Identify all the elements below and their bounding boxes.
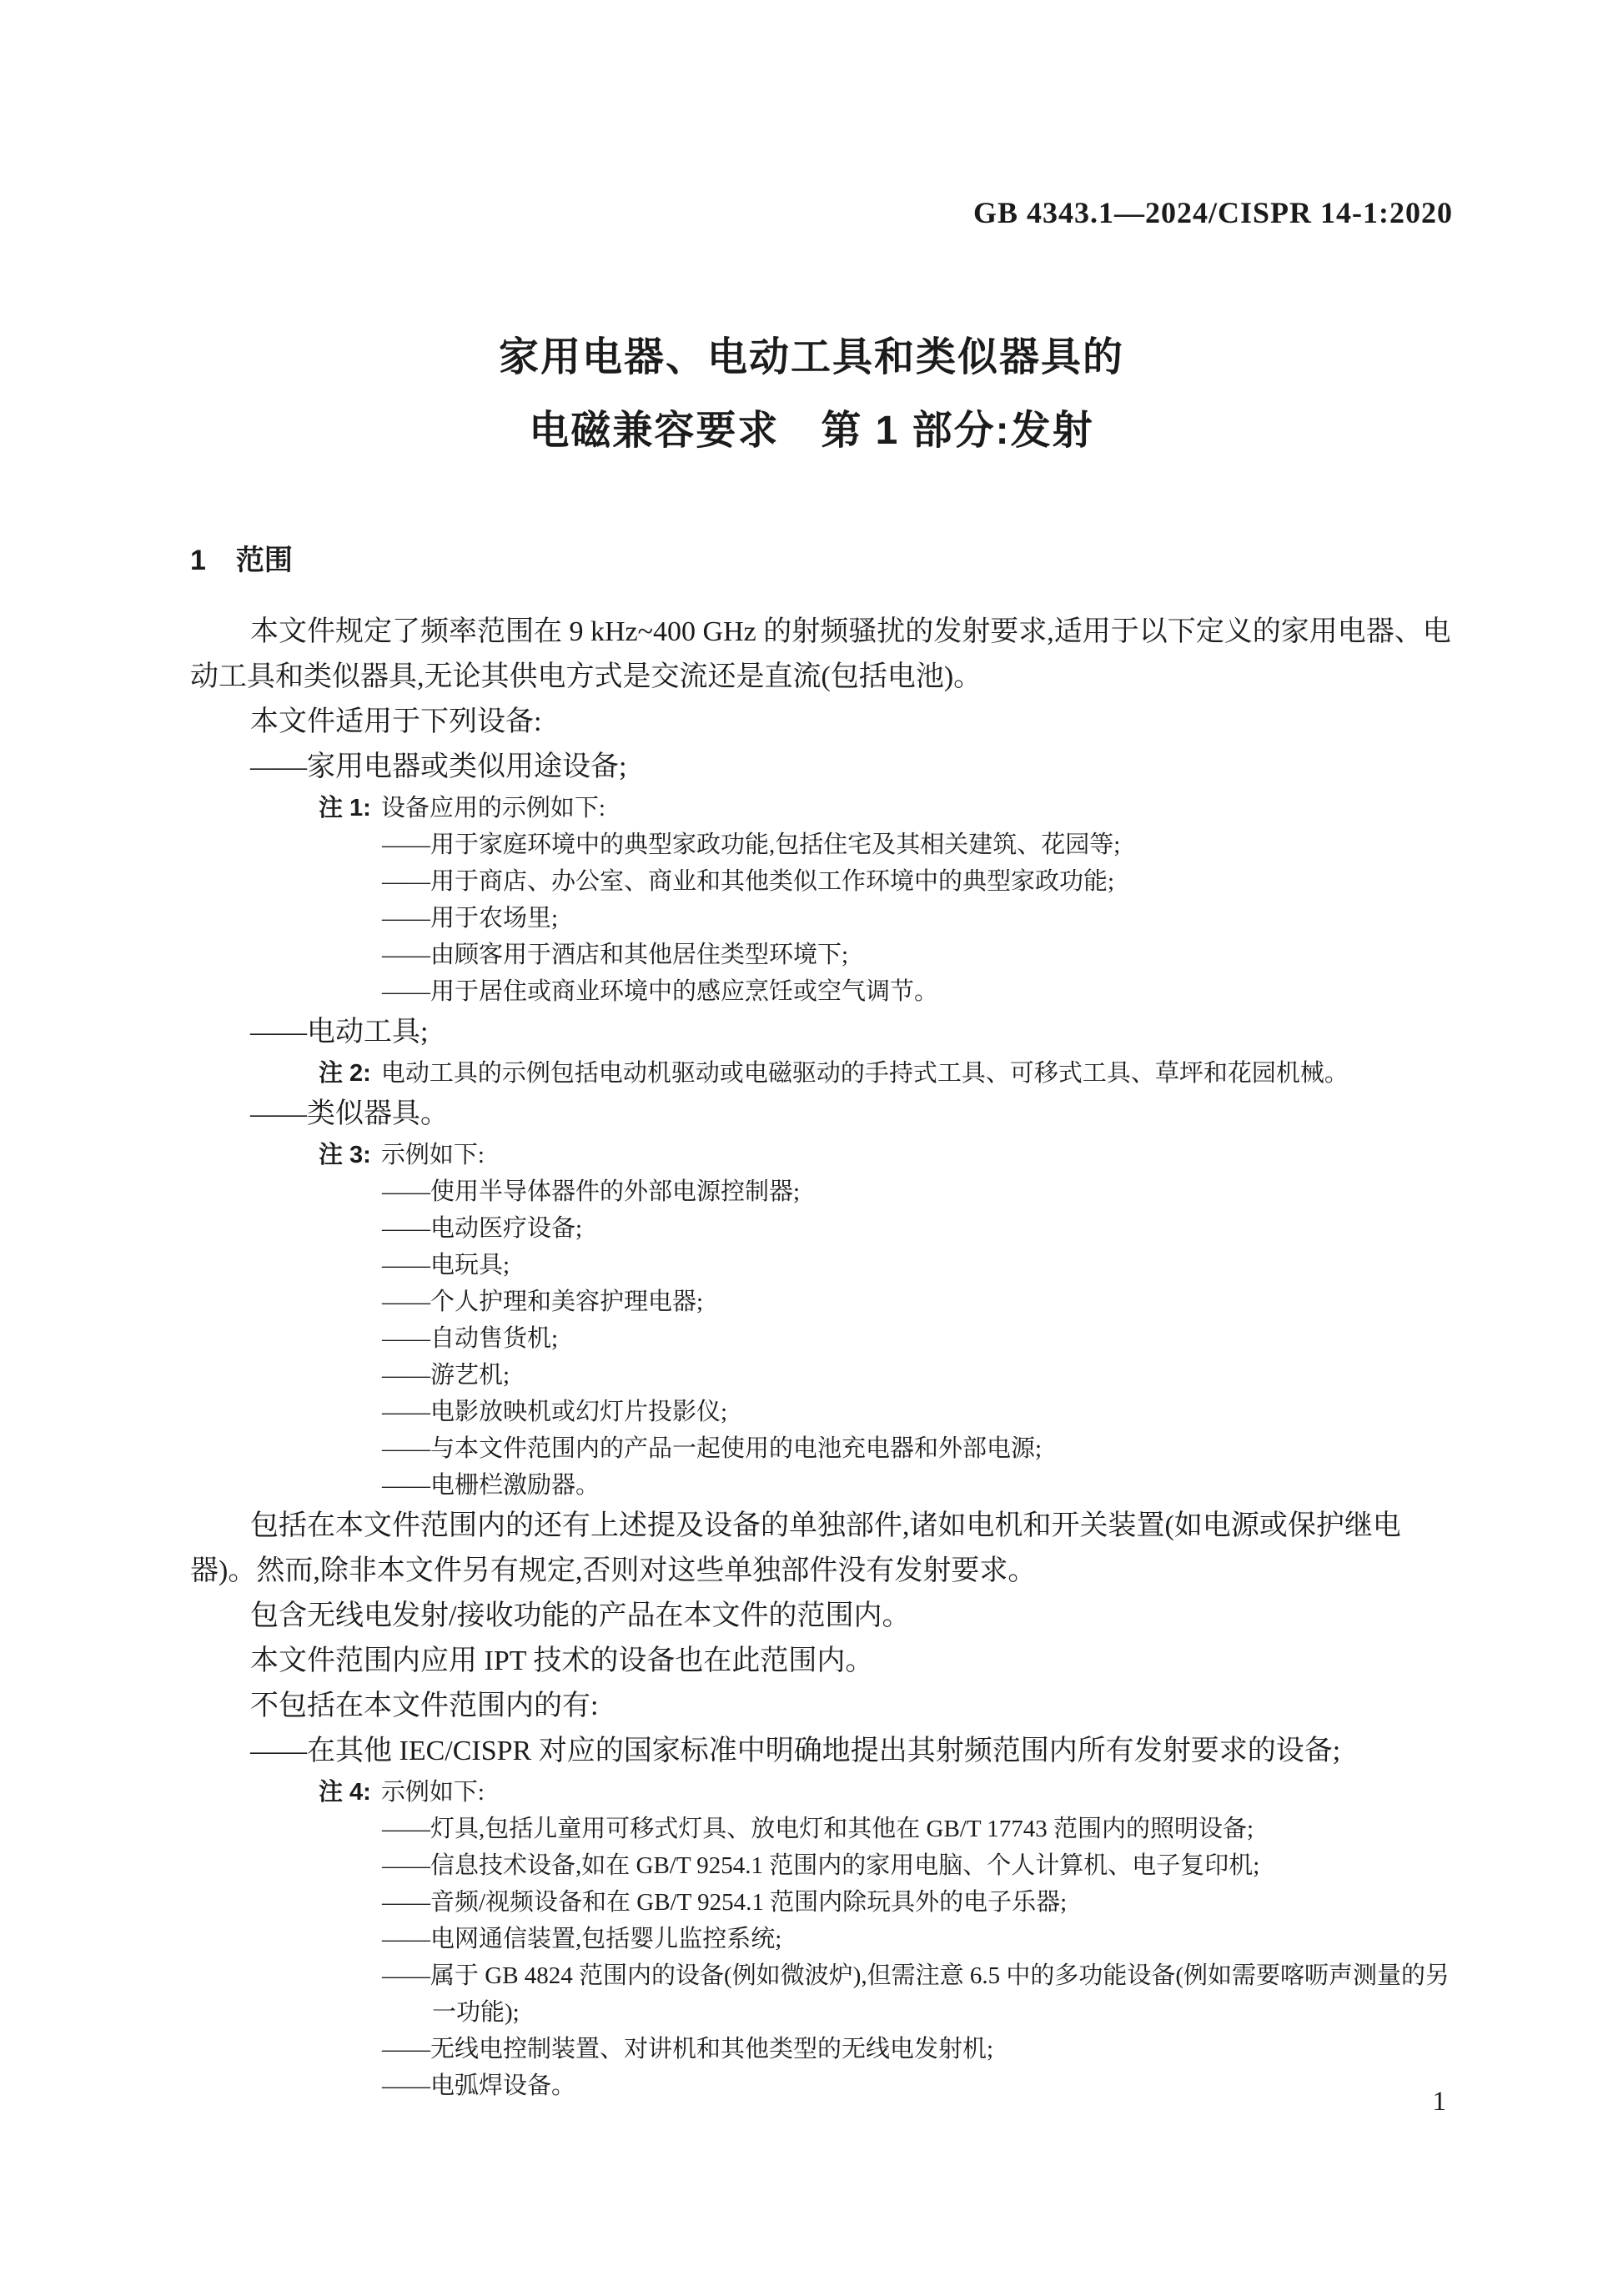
note [190,1055,1458,1092]
paragraph: 本文件范围内应用 IPT 技术的设备也在此范围内。 [250,1645,874,1676]
note-list-item: ——电网通信装置,包括婴儿监控系统; [382,1926,782,1952]
note-label: 注 1: [319,795,371,821]
note [190,1774,1458,1811]
section-title: 范围 [235,545,293,576]
note-text: 示例如下: [380,1142,485,1168]
paragraph: 包含无线电发射/接收功能的产品在本文件的范围内。 [250,1600,911,1631]
paragraph: 包括在本文件范围内的还有上述提及设备的单独部件,诸如电机和开关装置(如电源或保护继电器)。然而,除非本文件另有规定,否则对这些单独部件没有发射要求。 [190,1510,1401,1586]
note-list-item: ——由顾客用于酒店和其他居住类型环境下; [382,942,849,968]
document-title [0,335,1623,454]
note-list-item: ——游艺机; [382,1362,510,1389]
note-list-item: ——使用半导体器件的外部电源控制器; [382,1178,801,1205]
note-list-item: ——音频/视频设备和在 GB/T 9254.1 范围内除玩具外的电子乐器; [382,1889,1068,1916]
paragraph: 本文件规定了频率范围在 9 kHz~400 GHz 的射频骚扰的发射要求,适用于以下定义的家用电器、电动工具和类似器具,无论其供电方式是交流还是直流(包括电池)。 [190,616,1451,692]
note-label: 注 4: [319,1779,371,1806]
list-item-dash: ——在其他 IEC/CISPR 对应的国家标准中明确地提出其射频范围内所有发射要求的设备; [250,1736,1341,1766]
note-list-item: ——无线电控制装置、对讲机和其他类型的无线电发射机; [382,2036,994,2062]
note-list-item: ——电影放映机或幻灯片投影仪; [382,1399,728,1425]
note-list-item: ——与本文件范围内的产品一起使用的电池充电器和外部电源; [382,1435,1043,1462]
note-list-item: ——自动售货机; [382,1325,559,1352]
note-list-item: ——电动医疗设备; [382,1215,583,1242]
section-number: 1 [190,545,206,576]
note-label: 注 2: [319,1060,371,1087]
standard-code: GB 4343.1—2024/CISPR 14-1:2020 [972,196,1453,229]
paragraph: 本文件适用于下列设备: [250,706,542,737]
list-item-dash: ——家用电器或类似用途设备; [250,751,627,782]
note [190,1137,1458,1173]
note-list-item: ——用于居住或商业环境中的感应烹饪或空气调节。 [382,978,939,1005]
section-body [190,610,1458,2104]
note-label: 注 3: [319,1142,371,1168]
list-item-dash: ——类似器具。 [250,1098,449,1129]
note-list-item: ——用于商店、办公室、商业和其他类似工作环境中的典型家政功能; [382,868,1115,895]
note-list-item: ——电玩具; [382,1252,510,1279]
note-list-item: ——信息技术设备,如在 GB/T 9254.1 范围内的家用电脑、个人计算机、电子复印机; [382,1852,1260,1879]
document-title-line1: 家用电器、电动工具和类似器具的 [498,335,1124,379]
note-list-item: ——个人护理和美容护理电器; [382,1289,704,1315]
section-heading [190,537,293,578]
note-text: 示例如下: [380,1779,485,1806]
document-title-line2: 电磁兼容要求 第 1 部分:发射 [529,409,1094,453]
paragraph: 不包括在本文件范围内的有: [250,1691,599,1721]
list-item-dash: ——电动工具; [250,1017,429,1048]
page-number: 1 [1432,2087,1446,2117]
note-list-item: ——灯具,包括儿童用可移式灯具、放电灯和其他在 GB/T 17743 范围内的照明设备; [382,1816,1254,1842]
note [190,790,1458,826]
note-list-item: ——电栅栏激励器。 [382,1472,600,1499]
note-list-item: ——属于 GB 4824 范围内的设备(例如微波炉),但需注意 6.5 中的多功能设备(例如需要喀呖声测量的另一功能); [382,1962,1450,2026]
note-list-item: ——用于农场里; [382,905,559,932]
note-text: 设备应用的示例如下: [380,795,605,821]
note-list-item: ——用于家庭环境中的典型家政功能,包括住宅及其相关建筑、花园等; [382,831,1121,858]
note-text: 电动工具的示例包括电动机驱动或电磁驱动的手持式工具、可移式工具、草坪和花园机械。 [380,1060,1349,1087]
note-list-item: ——电弧焊设备。 [382,2072,576,2099]
